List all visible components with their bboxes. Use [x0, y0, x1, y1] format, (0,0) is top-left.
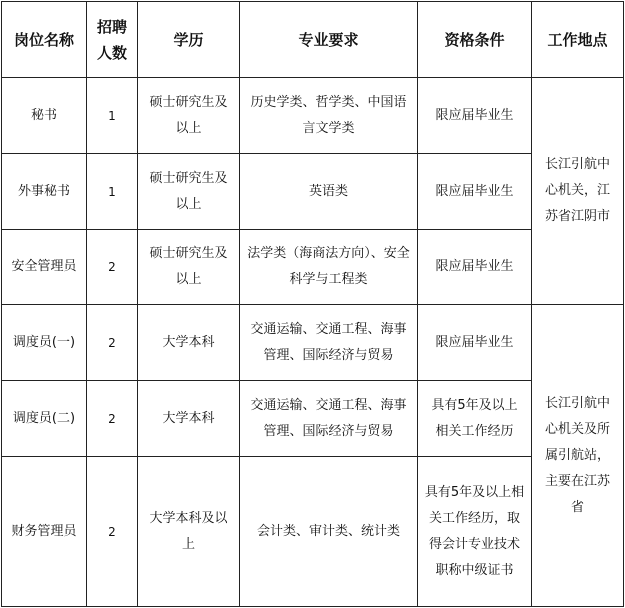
position-cell: 调度员(二): [2, 381, 87, 457]
position-cell: 调度员(一): [2, 305, 87, 381]
qualification-cell: 限应届毕业生: [418, 230, 532, 305]
count-cell: 2: [87, 230, 138, 305]
count-cell: 2: [87, 457, 138, 607]
header-qualification: 资格条件: [418, 2, 532, 78]
major-cell: 会计类、审计类、统计类: [240, 457, 418, 607]
position-cell: 财务管理员: [2, 457, 87, 607]
location-cell: 长江引航中心机关，江苏省江阴市: [532, 78, 624, 305]
location-cell: 长江引航中心机关及所属引航站，主要在江苏省: [532, 305, 624, 607]
header-row: [2, 2, 624, 78]
recruitment-table: [1, 1, 624, 607]
education-cell: 大学本科: [138, 305, 240, 381]
count-cell: 2: [87, 381, 138, 457]
header-major: 专业要求: [240, 2, 418, 78]
table-row: [2, 230, 624, 305]
education-cell: 大学本科: [138, 381, 240, 457]
major-cell: 历史学类、哲学类、中国语言文学类: [240, 78, 418, 154]
major-cell: 交通运输、交通工程、海事管理、国际经济与贸易: [240, 381, 418, 457]
qualification-cell: 限应届毕业生: [418, 154, 532, 230]
education-cell: 大学本科及以上: [138, 457, 240, 607]
table-row: [2, 78, 624, 154]
position-cell: 外事秘书: [2, 154, 87, 230]
table-row: [2, 305, 624, 381]
position-cell: 安全管理员: [2, 230, 87, 305]
table-row: [2, 154, 624, 230]
table-row: [2, 457, 624, 607]
header-position: 岗位名称: [2, 2, 87, 78]
header-count: 招聘人数: [87, 2, 138, 78]
major-cell: 英语类: [240, 154, 418, 230]
education-cell: 硕士研究生及以上: [138, 78, 240, 154]
count-cell: 1: [87, 78, 138, 154]
qualification-cell: 具有5年及以上相关工作经历: [418, 381, 532, 457]
header-location: 工作地点: [532, 2, 624, 78]
qualification-cell: 具有5年及以上相关工作经历，取得会计专业技术职称中级证书: [418, 457, 532, 607]
count-cell: 2: [87, 305, 138, 381]
qualification-cell: 限应届毕业生: [418, 305, 532, 381]
education-cell: 硕士研究生及以上: [138, 154, 240, 230]
major-cell: 法学类（海商法方向）、安全科学与工程类: [240, 230, 418, 305]
qualification-cell: 限应届毕业生: [418, 78, 532, 154]
position-cell: 秘书: [2, 78, 87, 154]
count-cell: 1: [87, 154, 138, 230]
header-education: 学历: [138, 2, 240, 78]
major-cell: 交通运输、交通工程、海事管理、国际经济与贸易: [240, 305, 418, 381]
table-row: [2, 381, 624, 457]
education-cell: 硕士研究生及以上: [138, 230, 240, 305]
